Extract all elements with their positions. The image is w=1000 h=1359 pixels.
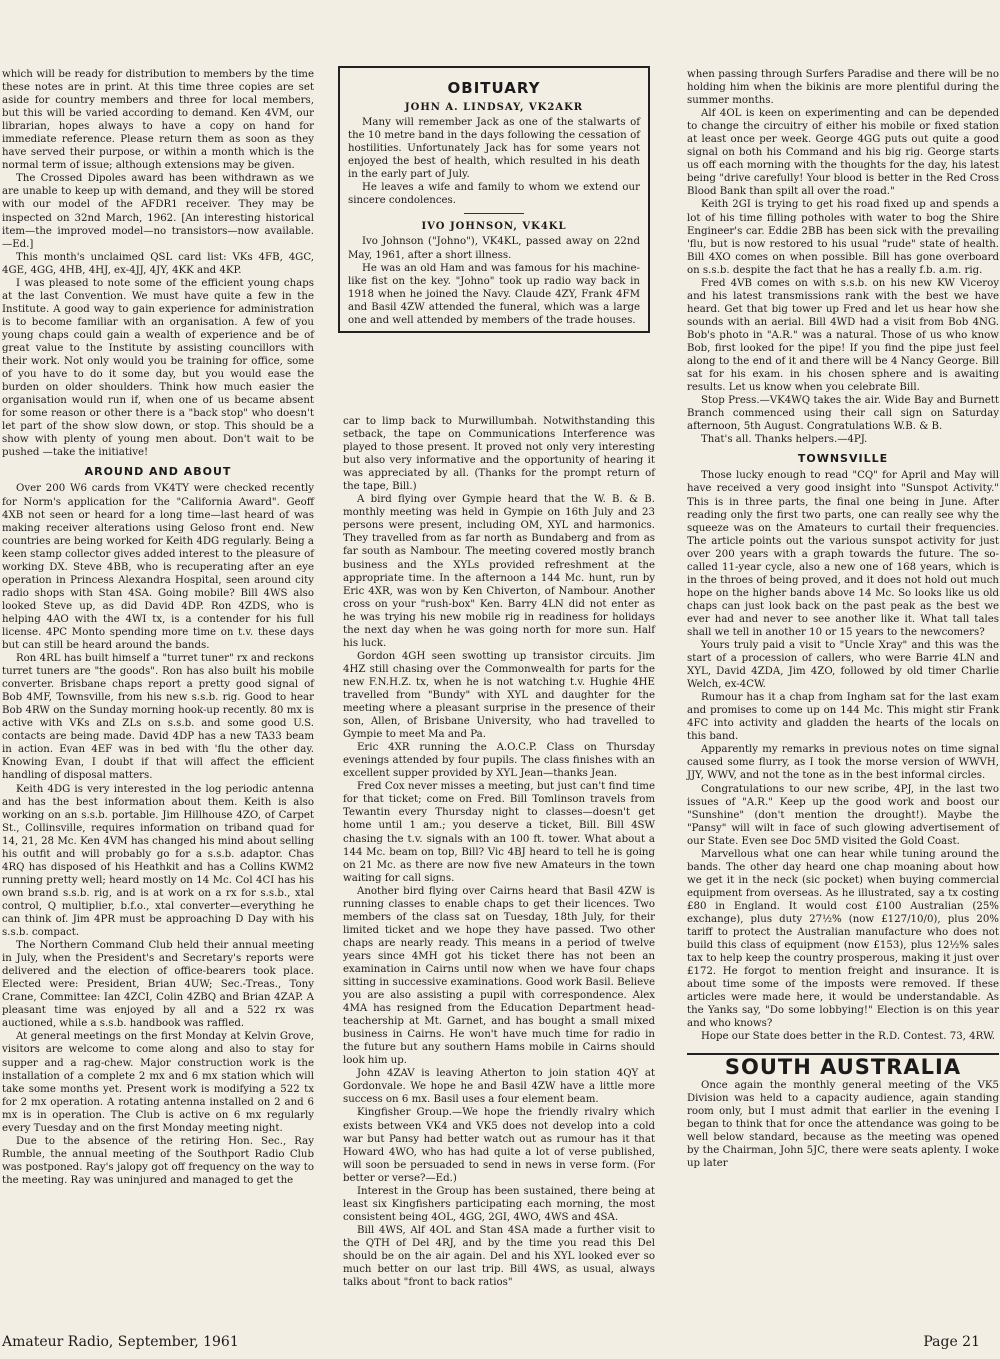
paragraph: Due to the absence of the retiring Hon. Sec., Ray Rumble, the annual meeting of the Southport Radio Club was postponed. Ray's jalopy got off frequency on the way to the meeting. Ray was uninjured and managed to get the: [2, 1135, 314, 1186]
paragraph: A bird flying over Gympie heard that the W. B. & B. monthly meeting was held in Gympie on 16th July and 23 persons were present, including OM, XYL and harmonics. They travelled from as far north as Bundaberg and from as far south as Nambour. The meeting covered mostly branch business and the XYLs provided refreshment at the appropriate time. In the afternoon a 144 Mc. hunt, run by Eric 4XR, was won by Ken Chiverton, of Nambour. Another cross on your "rush-box" Ken. Barry 4LN did not enter as he was trying his new mobile rig in readiness for holidays the next day when he was going north for more sun. Half his luck.: [343, 494, 655, 649]
paragraph: Fred 4VB comes on with s.s.b. on his new KW Viceroy and his latest transmissions rank with the best we have heard. Get that big tower up Fred and let us hear how she sounds with an aerial. Bill 4WD had a visit from Bob 4NG. Bob's photo in "A.R." was a natural. Those of us who know Bob, first looked for the pipe! If you find the pipe just feel along to the end of it and there will be 4 Nancy George. Bill sat for his exam. in his chosen sphere and is awaiting results. Let us know when you celebrate Bill.: [687, 277, 999, 394]
paragraph: Ivo Johnson ("Johno"), VK4KL, passed away on 22nd May, 1961, after a short illness.: [348, 236, 640, 261]
paragraph: car to limp back to Murwillumbah. Notwithstanding this setback, the tape on Communications Interference was played to those present. It proved not only very interesting but also very informative and the opportunity of hearing it was appreciated by all. (Thanks for the prompt return of the tape, Bill.): [343, 416, 655, 493]
column-3: [687, 68, 999, 1170]
paragraph: The Northern Command Club held their annual meeting in July, when the President's and Secretary's reports were delivered and the election of office-bearers took place. Elected were: President, Brian 4UW; Sec.-Treas., Tony Crane, Committee: Ian 4ZCI, Colin 4ZBQ and Brian 4ZAP. A pleasant time was enjoyed by all and a 522 rx was auctioned, while a s.s.b. handbook was raffled.: [2, 940, 314, 1030]
paragraph: Those lucky enough to read "CQ" for April and May will have received a very good insight into "Sunspot Activity." This is in three parts, the final one being in June. After reading only the first two parts, one can really see why the squeeze was on the Amateurs to curtail their frequencies. The article points out the various sunspot activity for just over 200 years with a graph towards the future. The so-called 11-year cycle, also a new one of 168 years, which is in the throes of being proved, and it does not hold out much hope on the higher bands above 14 Mc. So looks like us old chaps can just look back on the past peak as the best we ever had and never to see another like it. What tall tales shall we tell in another 10 or 15 years to the newcomers?: [687, 470, 999, 638]
paragraph: Eric 4XR running the A.O.C.P. Class on Thursday evenings attended by four pupils. The class finishes with an excellent supper provided by XYL Jean—thanks Jean.: [343, 742, 655, 780]
paragraph: Once again the monthly general meeting of the VK5 Division was held to a capacity audience, again standing room only, but I must admit that earlier in the evening I began to think that for once the attendance was going to be well below standard, because as the meeting was opened by the Chairman, John 5JC, there were seats aplenty. I woke up later: [687, 1079, 999, 1169]
townsville-paragraphs: [687, 469, 999, 1043]
section-heading-south-australia: SOUTH AUSTRALIA: [687, 1053, 999, 1074]
paragraph: Kingfisher Group.—We hope the friendly rivalry which exists between VK4 and VK5 does not develop into a cold war but Pansy had better watch out as rumour has it that Howard 4WO, who has had quite a lot of verse published, will soon be persuaded to send in news in verse form. (For better or verse?—Ed.): [343, 1107, 655, 1184]
paragraph: Keith 2GI is trying to get his road fixed up and spends a lot of his time filling potholes with water to bog the Shire Engineer's car. Eddie 2BB has been sick with the prevailing 'flu, but is now restored to his usual "rude" state of health. Bill 4XO comes on when possible. Bill has gone overboard on s.s.b. despite the fact that he has a really f.b. a.m. rig.: [687, 199, 999, 276]
paragraph: Rumour has it a chap from Ingham sat for the last exam and promises to come up on 144 Mc. This might stir Frank 4FC into activity and gladden the hearts of the locals on this band.: [687, 692, 999, 743]
paragraph: Stop Press.—VK4WQ takes the air. Wide Bay and Burnett Branch commenced using their call sign on Saturday afternoon, 5th August. Congratulations W.B. & B.: [687, 395, 999, 433]
paragraph: Gordon 4GH seen swotting up transistor circuits. Jim 4HZ still chasing over the Commonwealth for parts for the new F.N.H.Z. tx, when he is not watching t.v. Hughie 4HE travelled from "Bundy" with XYL and daughter for the meeting where a pleasant surprise in the presence of their son, Allen, of Brisbane University, who had travelled to Gympie to meet Ma and Pa.: [343, 650, 655, 741]
section-heading-around-and-about: AROUND AND ABOUT: [84, 465, 232, 479]
paragraph: Alf 4OL is keen on experimenting and can be depended to change the circuitry of either his mobile or fixed station at least once per week. George 4GG puts out quite a good signal on both his Command and his big rig. George starts us off each morning with the thoughts for the day, his latest being "drive carefully! Your blood is better in the Red Cross Blood Bank than spilt all over the road.": [687, 108, 999, 198]
paragraph: He was an old Ham and was famous for his machine-like fist on the key. "Johno" took up radio way back in 1918 when he joined the Navy. Claude 4ZY, Frank 4FM and Basil 4ZW attended the funeral, which was a large one and well attended by members of the trade houses.: [348, 262, 640, 326]
paragraph: which will be ready for distribution to members by the time these notes are in print. At this time three copies are set aside for country members and three for local members, but this will be varied according to demand. Ken 4VM, our librarian, hopes always to have a copy on hand for immediate reference. Please return them as soon as they have served their purpose, or within a month which is the normal term of issue; although extensions may be given.: [2, 69, 314, 172]
around-and-about-paragraphs: [2, 482, 314, 1187]
paragraph: Fred Cox never misses a meeting, but just can't find time for that ticket; come on Fred. Bill Tomlinson travels from Tewantin every Thursday night to classes—doesn't get home until 1 am.; you deserve a ticket, Bill. Bill 4SW chasing the t.v. signals with an 100 ft. tower. What about a 144 Mc. beam on top, Bill? Vic 4BJ heard to tell he is going on 21 Mc. as there are now five new Amateurs in the town waiting for call signs.: [343, 781, 655, 884]
column-2-paragraphs: [343, 415, 655, 1289]
paragraph: Bill 4WS, Alf 4OL and Stan 4SA made a further visit to the QTH of Del 4RJ, and by the time you read this Del should be on the air again. Del and his XYL looked ever so much better on our last trip. Bill 4WS, as usual, always talks about "front to back ratios": [343, 1224, 655, 1289]
footer-publication: Amateur Radio, September, 1961: [2, 1334, 239, 1350]
paragraph: Many will remember Jack as one of the stalwarts of the 10 metre band in the days following the cessation of hostilities. Unfortunately Jack has for some years not enjoyed the best of health, which resulted in his death in the early part of July.: [348, 117, 640, 181]
paragraph: Apparently my remarks in previous notes on time signal caused some flurry, as I took the morse version of WWVH, JJY, WWV, and not the tone as in the best informal circles.: [687, 744, 999, 782]
obituary-text-2: [348, 235, 640, 326]
paragraph: The Crossed Dipoles award has been withdrawn as we are unable to keep up with demand, and they will be stored with our model of the AFDR1 receiver. They may be inspected on 32nd March, 1962. [An interesting historical item—the improved model—no transistors—now available.—Ed.]: [2, 173, 314, 250]
section-heading-townsville: TOWNSVILLE: [797, 452, 889, 466]
paragraph: He leaves a wife and family to whom we extend our sincere condolences.: [348, 182, 640, 207]
paragraph: At general meetings on the first Monday at Kelvin Grove, visitors are welcome to come along and also to stay for supper and a rag-chew. Major construction work is the installation of a complete 2 mx and 6 mx station which will take some months yet. Present work is modifying a 522 tx for 2 mx operation. A rotating antenna installed on 2 and 6 mx is in operation. The Club is active on 6 mx regularly every Tuesday and on the first Monday meeting night.: [2, 1031, 314, 1134]
paragraph: Hope our State does better in the R.D. Contest. 73, 4RW.: [701, 1031, 996, 1043]
column-3-paragraphs: [687, 68, 999, 446]
obituary-text-1: [348, 116, 640, 207]
paragraph: when passing through Surfers Paradise and there will be no holding him when the bikinis are more plentiful during the summer months.: [687, 69, 999, 107]
paragraph: Ron 4RL has built himself a "turret tuner" rx and reckons turret tuners are "the goods". Ron has also built his mobile converter. Brisbane chaps report a pretty good signal of Bob 4MF, Townsville, from his new s.s.b. rig. Good to hear Bob 4RW on the Sunday morning hook-up recently. 80 mx is active with VKs and ZLs on s.s.b. and some good U.S. contacts are being made. David 4DP has a new TA33 beam in action. Evan 4EF was in bed with 'flu the other day. Knowing Evan, I doubt if that will affect the efficient handling of disposal matters.: [2, 653, 314, 782]
column-1: [2, 68, 314, 1187]
paragraph: Congratulations to our new scribe, 4PJ, in the last two issues of "A.R." Keep up the good work and boost our "Sunshine" (don't mention the drought!). Maybe the "Pansy" will wilt in face of such glowing advertisement of our State. Even see Doc 5MD visited the Gold Coast.: [687, 783, 999, 847]
page-footer: [2, 1334, 980, 1350]
paragraph: Marvellous what one can hear while tuning around the bands. The other day heard one chap moaning about how we get it in the neck (sic pocket) when buying commercial equipment from overseas. As he illustrated, say a tx costing £80 in England. It would cost £100 Australian (25% exchange), plus duty 27½% (now £127/10/0), plus 20% tariff to protect the Australian manufacture who does not build this class of equipment (now £153), plus 12½% sales tax to help keep the country prosperous, making it just over £172. He forgot to mention freight and insurance. It is about time some of the imposts were removed. If these articles were made here, it would be understandable. As the Yanks say, "Do some lobbying!" Election is on this year and who knows?: [687, 848, 999, 1030]
paragraph: That's all. Thanks helpers.—4PJ.: [701, 434, 868, 446]
paragraph: Keith 4DG is very interested in the log periodic antenna and has the best information about them. Keith is also working on an s.s.b. portable. Jim Hillhouse 4ZO, of Carpet St., Collinsville, requires information on triband quad for 14, 21, 28 Mc. Ken 4VM has changed his mind about selling his outfit and will probably go for a s.s.b. adaptor. Chas 4RQ has disposed of his Heathkit and has a Collins KWM2 running pretty well; heard mostly on 14 Mc. Col 4CI has his own brand s.s.b. rig, and is at work on a rx for s.s.b., xtal control, Q multiplier, b.f.o., xtal converter—everything he can think of. Jim 4PR must be approaching D Day with his s.s.b. compact.: [2, 783, 314, 939]
obituary-title: OBITUARY: [447, 79, 541, 97]
paragraph: Over 200 W6 cards from VK4TY were checked recently for Norm's application for the "California Award". Geoff 4XB not seen or heard for a long time—last heard of was making receiver alterations using Geloso front end. New countries are being worked for Keith 4DG regularly. Being a keen stamp collector gives added interest to the pleasure of working DX. Steve 4BB, who is recuperating after an eye operation in Princess Alexandra Hospital, seen around city radio shops with Stan 4SA. Going mobile? Bill 4WS also looked Steve up, as did David 4DP. Ron 4ZDS, who is helping 4AO with the 4WI tx, is a contender for his full license. 4PC Monto spending more time on t.v. these days but can still be heard around the bands.: [2, 483, 314, 652]
paragraph: John 4ZAV is leaving Atherton to join station 4QY at Gordonvale. We hope he and Basil 4ZW have a little more success on 6 mx. Basil uses a four element beam.: [343, 1068, 655, 1106]
column-2: [343, 415, 655, 1289]
south-australia-paragraphs: [687, 1079, 999, 1170]
column-1-paragraphs: [2, 68, 314, 459]
obituary-box: [338, 66, 650, 333]
paragraph: Interest in the Group has been sustained, there being at least six Kingfishers participating each morning, the most consistent being 4OL, 4GG, 2GI, 4WO, 4WS and 4SA.: [343, 1185, 655, 1223]
obituary-name-1: JOHN A. LINDSAY, VK2AKR: [404, 102, 584, 114]
paragraph: I was pleased to note some of the efficient young chaps at the last Convention. We must have quite a few in the Institute. A good way to gain experience for administration is to become familiar with an organisation. A few of you young chaps could gain a wealth of experience and be of great value to the Institute by assisting councillors with their work. Not only would you be training for office, some of you have to do it some day, but you would ease the burden on older shoulders. Think how much easier the organisation would run if, when one of us became absent for some reason or other there is a "back stop" who doesn't let part of the show slow down, or stop. This should be a show with plenty of young men about. Don't wait to be pushed —take the initiative!: [2, 277, 314, 459]
paragraph: This month's unclaimed QSL card list: VKs 4FB, 4GC, 4GE, 4GG, 4HB, 4HJ, ex-4JJ, 4JY, 4KK and 4KP.: [2, 251, 314, 276]
footer-page-number: Page 21: [923, 1334, 980, 1350]
obituary-name-2: IVO JOHNSON, VK4KL: [421, 221, 567, 233]
paragraph: Another bird flying over Cairns heard that Basil 4ZW is running classes to enable chaps to get their licences. Two members of the class sat on Tuesday, 18th July, for their limited ticket and we hope they have passed. Two other chaps are nearly ready. This means in a period of twelve years since 4MH got his ticket there has not been an examination in Cairns until now when we have four chaps sitting in successive examinations. Good work Basil. Believe you are also assisting a pupil with correspondence. Alex 4MA has resigned from the Education Department head-teachership at Mt. Garnet, and has bought a small mixed business in Cairns. He won't have much time for radio in the future but any southern Hams mobile in Cairns should look him up.: [343, 885, 655, 1067]
obituary-divider: [464, 213, 524, 214]
paragraph: Yours truly paid a visit to "Uncle Xray" and this was the start of a procession of callers, who were Barrie 4LN and XYL, David 4ZDA, Jim 4ZO, followed by old timer Charlie Welch, ex-4CW.: [687, 640, 999, 691]
